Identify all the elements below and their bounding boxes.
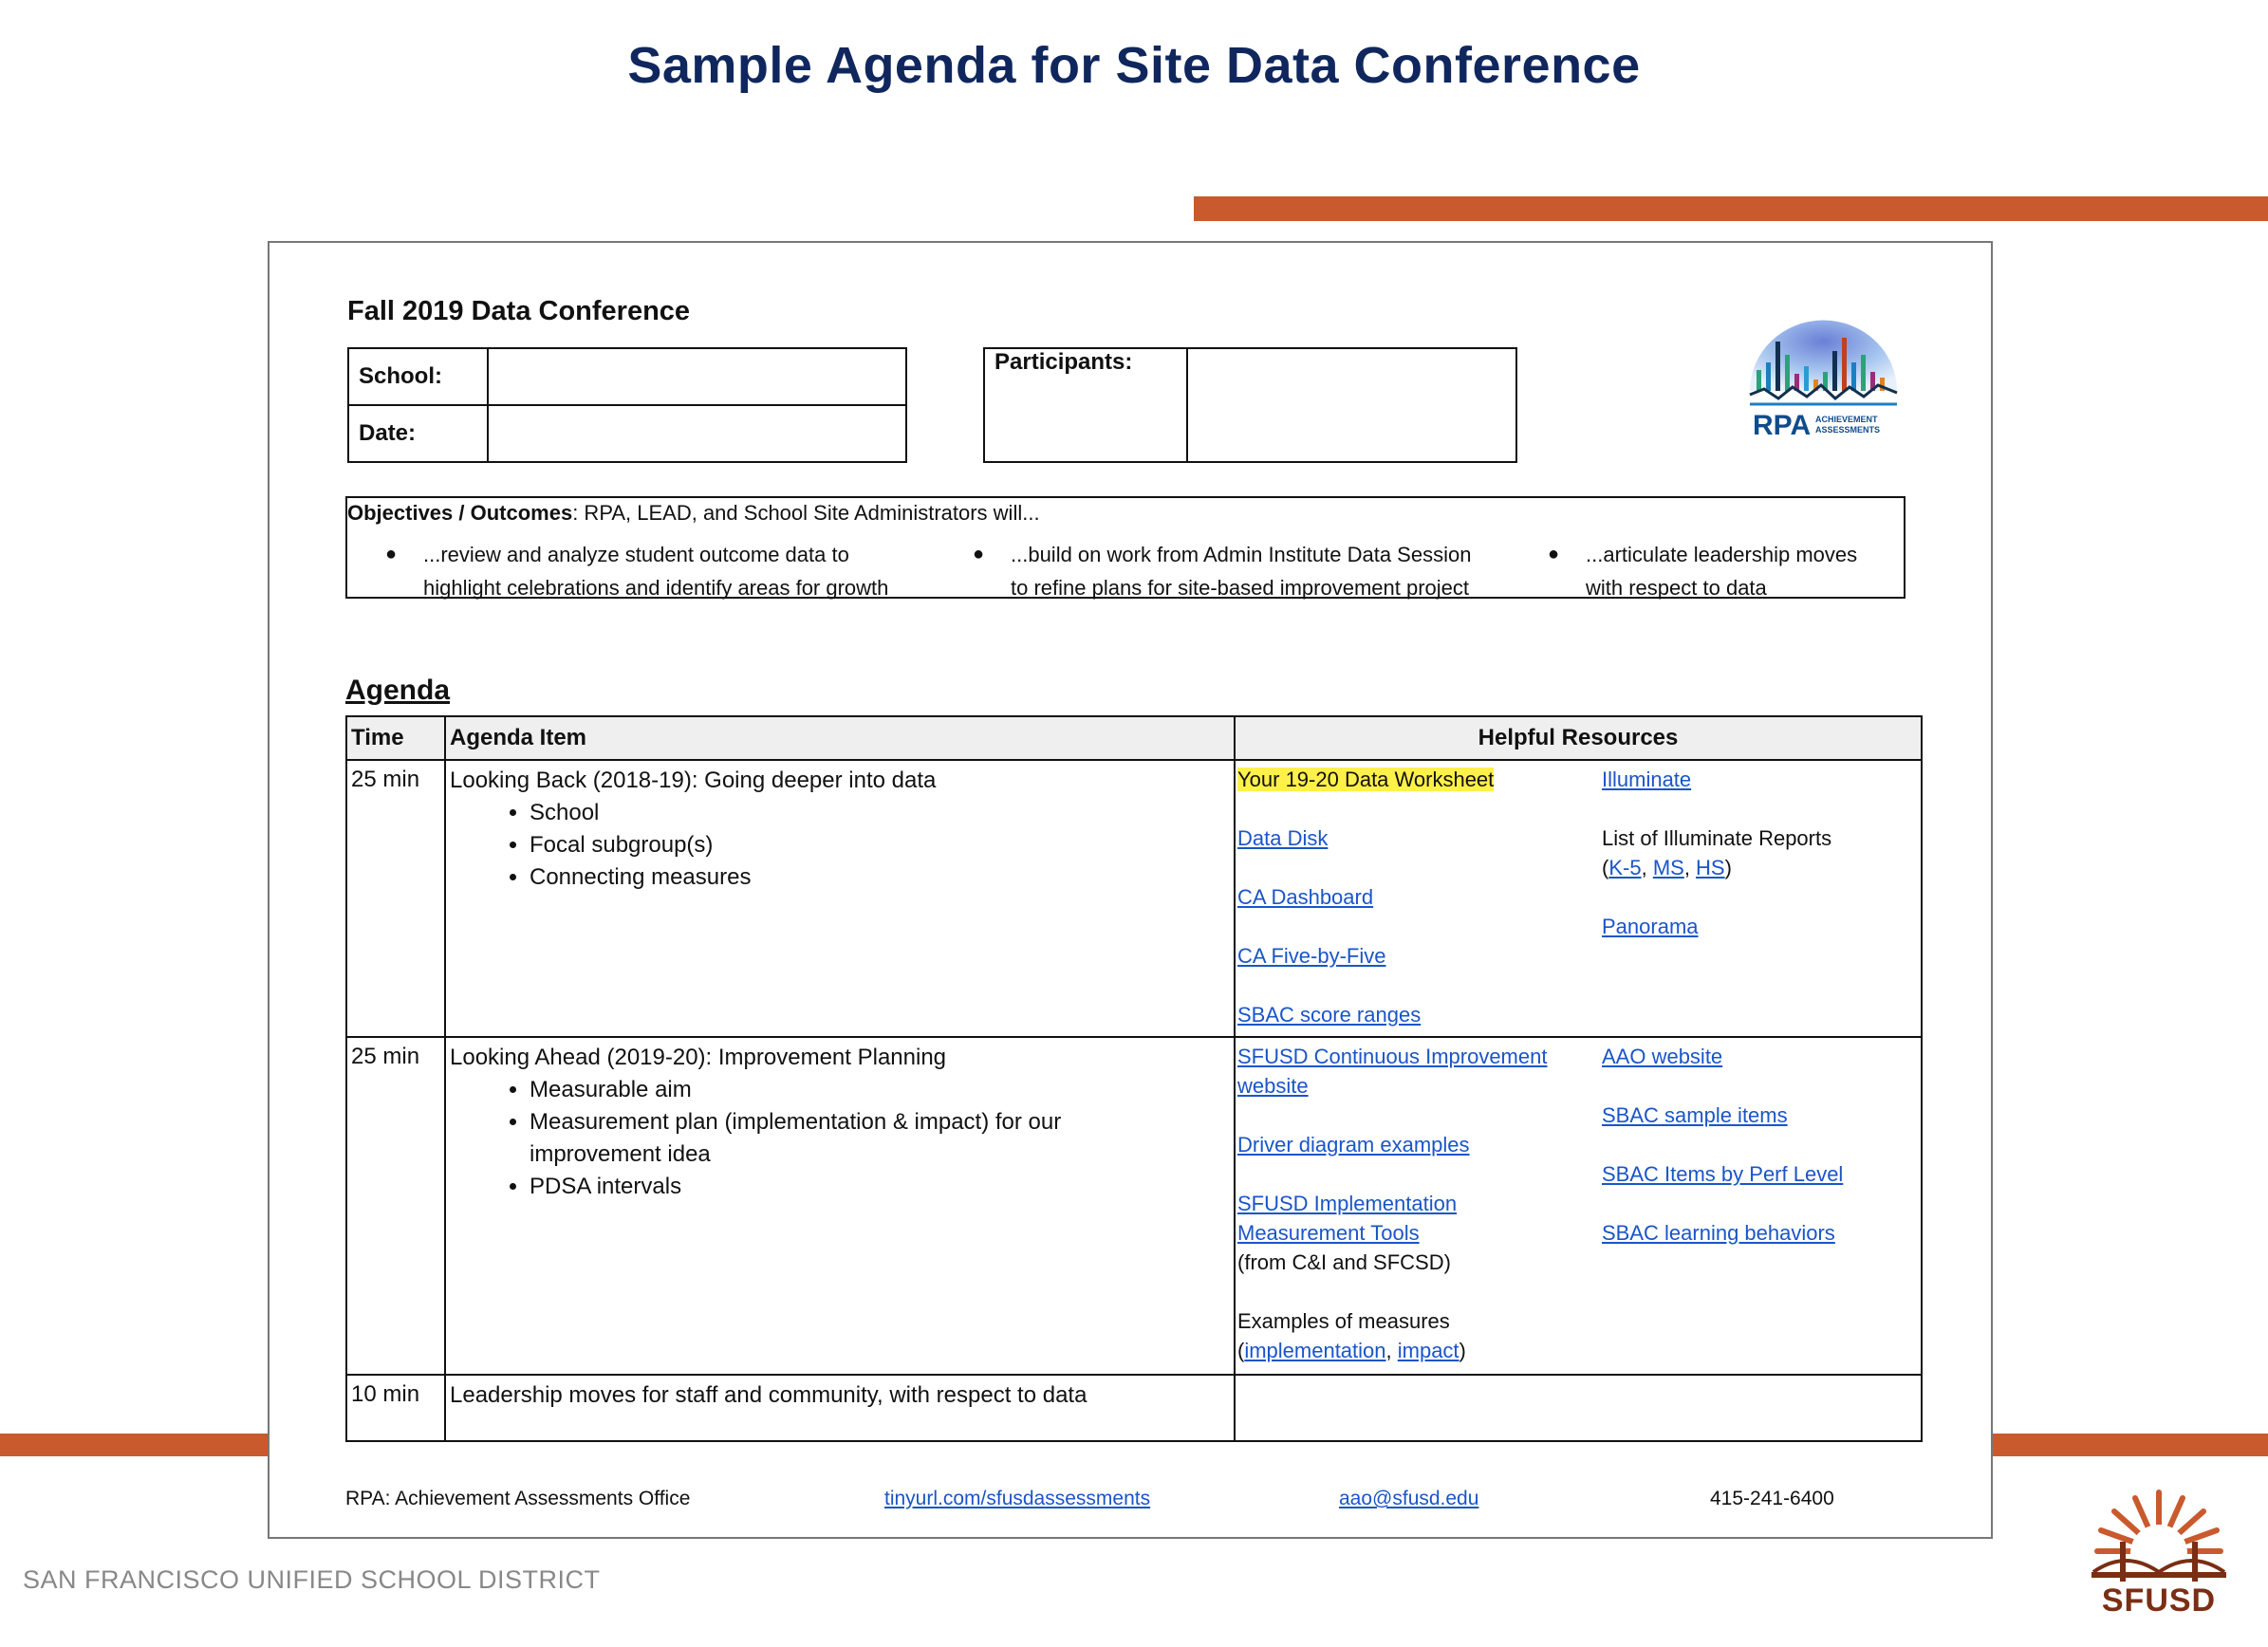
- row-item: [445, 1037, 1235, 1375]
- aao-website-link[interactable]: AAO website: [1602, 1045, 1723, 1068]
- illuminate-link[interactable]: Illuminate: [1602, 768, 1692, 791]
- accent-bar-bottom-left: [0, 1434, 270, 1456]
- list-item: • Measurement plan (implementation & impact) for our improvement idea: [530, 1106, 1116, 1171]
- sfusd-ci-website-link[interactable]: SFUSD Continuous Improvement: [1237, 1045, 1548, 1068]
- resources-right: [1600, 1375, 1922, 1441]
- illuminate-reports-label: List of Illuminate Reports: [1602, 826, 1832, 850]
- school-field[interactable]: [488, 348, 906, 405]
- data-disk-link[interactable]: Data Disk: [1237, 826, 1329, 850]
- resources-right: Illuminate List of Illuminate Reports (K-5, MS, HS) Panorama: [1600, 760, 1922, 1037]
- agenda-table: [345, 715, 1923, 1442]
- footer-email-link[interactable]: aao@sfusd.edu: [1339, 1488, 1479, 1509]
- impact-link[interactable]: impact: [1397, 1339, 1459, 1362]
- agenda-heading: Agenda: [345, 675, 451, 706]
- resources-left: [1235, 1375, 1600, 1441]
- row-time: 10 min: [346, 1375, 445, 1441]
- implementation-tools-link[interactable]: SFUSD Implementation: [1237, 1192, 1458, 1215]
- objectives-intro: : RPA, LEAD, and School Site Administrators will...: [572, 501, 1040, 525]
- row-title: Leadership moves for staff and community, with respect to data: [450, 1382, 1088, 1408]
- objective-item: ● ...build on work from Admin Institute Data Session to refine plans for site-based improvement project: [973, 543, 1472, 600]
- list-item: • Measurable aim: [530, 1074, 1116, 1106]
- objectives-heading: [347, 501, 1040, 526]
- row-item: [445, 760, 1235, 1037]
- row-bullets: [450, 797, 1230, 894]
- footer-url-link[interactable]: tinyurl.com/sfusdassessments: [884, 1488, 1151, 1509]
- row-time: 25 min: [346, 760, 445, 1037]
- k5-link[interactable]: K-5: [1608, 856, 1642, 879]
- objectives-label: Objectives / Outcomes: [347, 501, 573, 525]
- sbac-learning-behaviors-link[interactable]: SBAC learning behaviors: [1602, 1221, 1835, 1245]
- row-bullets: [450, 1074, 1230, 1203]
- table-row: [346, 760, 1922, 1037]
- date-field[interactable]: [488, 405, 906, 462]
- implementation-tools-note: (from C&I and SFCSD): [1237, 1250, 1451, 1274]
- ca-five-by-five-link[interactable]: CA Five-by-Five: [1237, 944, 1386, 968]
- row-item: [445, 1375, 1235, 1441]
- list-item: • School: [530, 797, 1230, 829]
- footer-office: RPA: Achievement Assessments Office: [345, 1488, 691, 1509]
- resources-left: SFUSD Continuous Improvement website Driver diagram examples SFUSD Implementation Measurement Tools (from C&I and SFCSD) Examples of measures (implementation, impact): [1235, 1037, 1600, 1375]
- objective-item: ● ...articulate leadership moves with respect to data: [1548, 543, 1858, 600]
- sfusd-logo-text: SFUSD: [2101, 1582, 2217, 1619]
- participants-label: Participants:: [984, 348, 1187, 462]
- slide-title: Sample Agenda for Site Data Conference: [627, 37, 1641, 94]
- sbac-perf-level-link[interactable]: SBAC Items by Perf Level: [1602, 1162, 1844, 1186]
- participants-field[interactable]: [1187, 348, 1516, 462]
- list-item: • Connecting measures: [530, 861, 1230, 894]
- data-worksheet-link[interactable]: Your 19-20 Data Worksheet: [1237, 768, 1495, 791]
- time-header: Time: [346, 716, 445, 760]
- resources-left: [1235, 760, 1600, 1037]
- document-title: Fall 2019 Data Conference: [347, 296, 691, 326]
- accent-bar-bottom-right: [1993, 1434, 2268, 1456]
- examples-label: Examples of measures: [1237, 1309, 1450, 1333]
- agenda-header-row: [346, 716, 1922, 760]
- ms-link[interactable]: MS: [1652, 856, 1684, 879]
- table-row: [346, 1375, 1922, 1441]
- sbac-score-ranges-link[interactable]: SBAC score ranges: [1237, 1003, 1422, 1027]
- row-time: 25 min: [346, 1037, 445, 1375]
- objectives-box: [345, 496, 1905, 599]
- rpa-logo-icon: [1745, 317, 1902, 440]
- district-name: SAN FRANCISCO UNIFIED SCHOOL DISTRICT: [23, 1565, 601, 1594]
- list-item: • Focal subgroup(s): [530, 829, 1230, 861]
- row-title: Looking Ahead (2019-20): Improvement Planning: [450, 1045, 947, 1070]
- agenda-item-header: Agenda Item: [445, 716, 1235, 760]
- panorama-link[interactable]: Panorama: [1602, 915, 1699, 938]
- driver-diagram-link[interactable]: Driver diagram examples: [1237, 1133, 1470, 1157]
- school-date-table: [347, 347, 907, 463]
- school-label: School:: [348, 348, 488, 405]
- list-item: • PDSA intervals: [530, 1171, 1116, 1203]
- rpa-logo-sub1: ACHIEVEMENT: [1815, 415, 1878, 424]
- implementation-link[interactable]: implementation: [1244, 1339, 1386, 1362]
- date-label: Date:: [348, 405, 488, 462]
- accent-bar-top: [1194, 196, 2268, 221]
- footer-phone: 415-241-6400: [1710, 1488, 1834, 1509]
- implementation-tools-link[interactable]: Measurement Tools: [1237, 1221, 1420, 1245]
- objective-item: ● ...review and analyze student outcome data to highlight celebrations and identify areas for growth: [385, 543, 889, 600]
- sfusd-ci-website-link[interactable]: website: [1237, 1074, 1309, 1098]
- agenda-document: [268, 241, 1993, 1539]
- participants-table: [983, 347, 1517, 463]
- rpa-logo-sub2: ASSESSMENTS: [1815, 425, 1881, 435]
- row-title: Looking Back (2018-19): Going deeper into data: [450, 768, 937, 793]
- table-row: [346, 1037, 1922, 1375]
- resources-header: Helpful Resources: [1235, 716, 1922, 760]
- rpa-logo-text: RPA: [1753, 410, 1812, 440]
- resources-right: [1600, 1037, 1922, 1375]
- hs-link[interactable]: HS: [1696, 856, 1725, 879]
- ca-dashboard-link[interactable]: CA Dashboard: [1237, 885, 1374, 909]
- sbac-sample-items-link[interactable]: SBAC sample items: [1602, 1103, 1788, 1127]
